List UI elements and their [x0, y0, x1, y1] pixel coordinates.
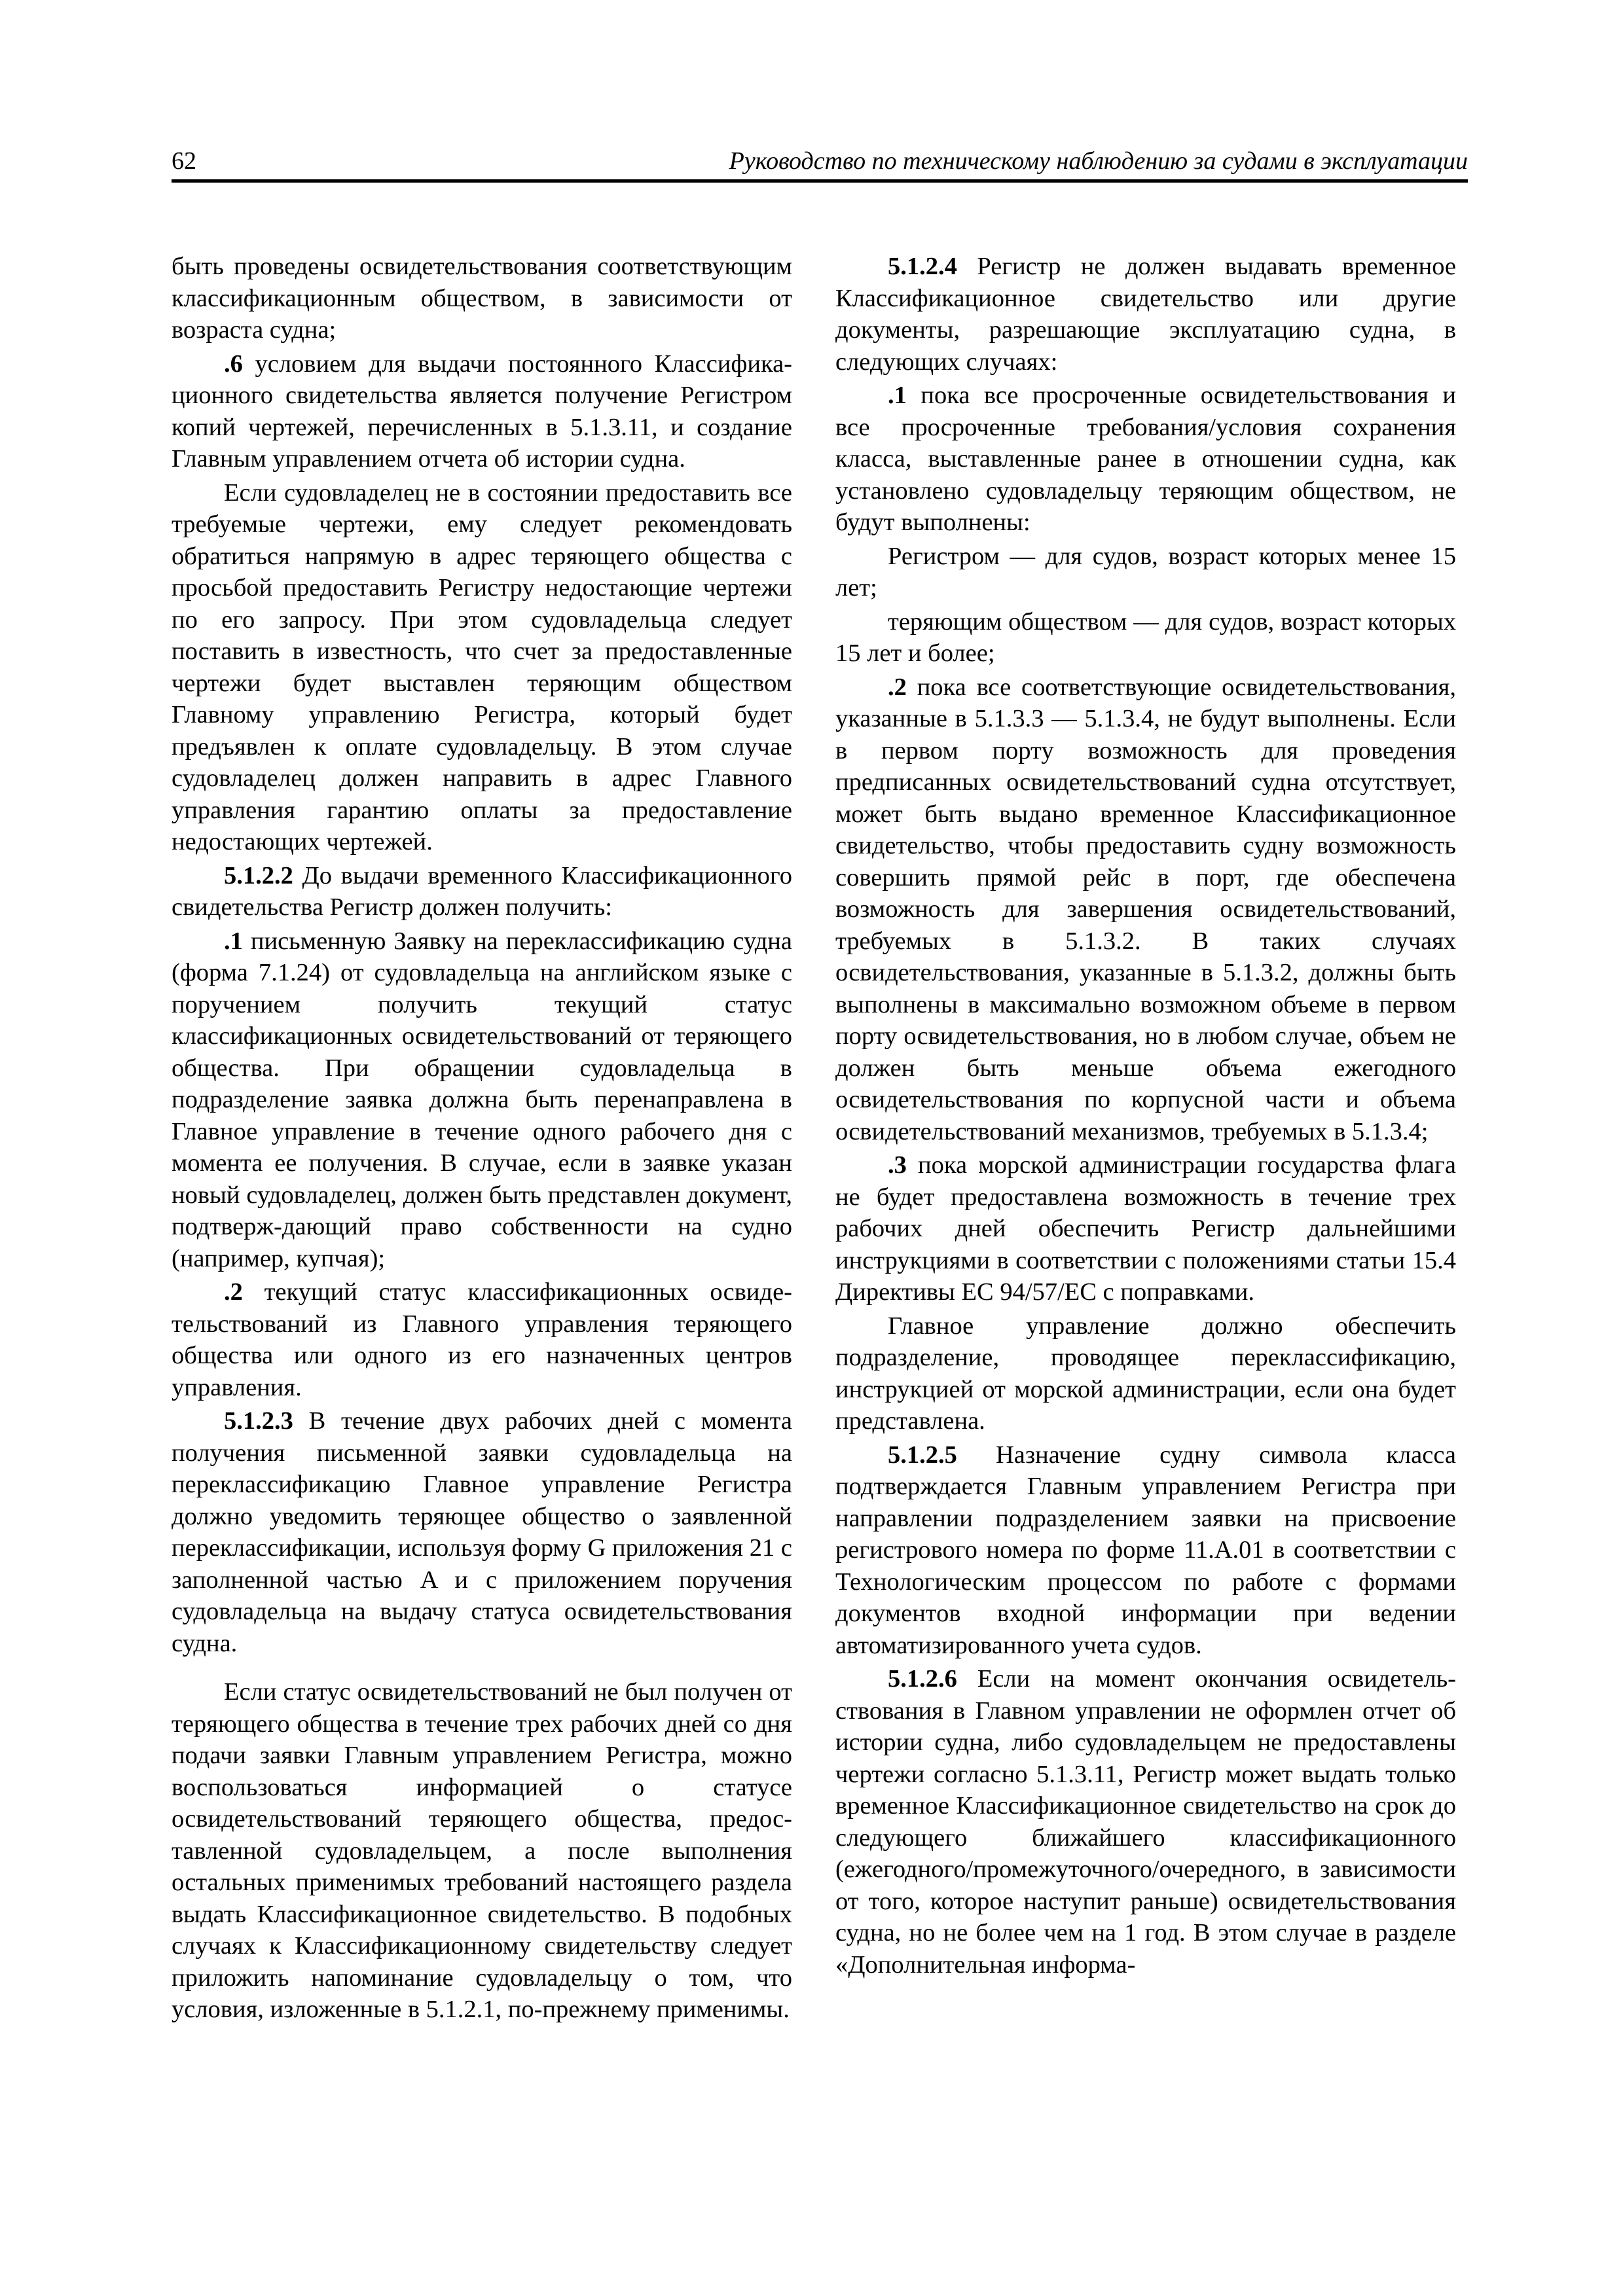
paragraph-text: В течение двух рабочих дней с момента получения письменной заявки судовладельца на переклассификацию Главное управление Регистра должно уведомить теряющее общество о заявленной переклассификации, используя форму G приложения 21 с заполненной частью A и с приложением поручения судовладельца на выдачу статуса освидетельствования судна.: [172, 1407, 792, 1657]
paragraph-text: Если на момент окончания освидетельствования в Главном управлении не оформлен отчет об истории судна, либо судовладельцем не предоставлены чертежи согласно 5.1.3.11, Регистр может выдать только временное Классификационное свидетельство на срок до следующего ближайшего классификационного (ежегодного/промежуточного/очередного, в зависимости от того, которое наступит раньше) освидетельствования судна, но не более чем на 1 год. В этом случае в разделе «Дополнительная информа-: [835, 1665, 1456, 1979]
paragraph: [172, 860, 792, 924]
paragraph: [835, 541, 1456, 604]
paragraph: [172, 1676, 792, 2026]
paragraph-text: Главное управление должно обеспечить подразделение, проводящее переклассификацию, инструкцией от морской администрации, если она будет представлена.: [835, 1312, 1456, 1435]
item-number: .1: [224, 927, 243, 955]
paragraph: [172, 925, 792, 1275]
page-header: [172, 144, 1468, 183]
paragraph-text: теряющим обществом — для судов, возраст которых 15 лет и более;: [835, 607, 1456, 667]
paragraph-text: До выдачи временного Классификационного свидетельства Регистр должен получить:: [172, 861, 792, 921]
paragraph-text: Регистром — для судов, возраст которых менее 15 лет;: [835, 542, 1456, 601]
paragraph: [835, 606, 1456, 670]
paragraph-text: текущий статус классификационных освидетельствований из Главного управления теряющего общества или одного из его назначенных центров управления.: [172, 1278, 792, 1401]
item-number: .6: [224, 350, 243, 378]
paragraph-text: пока все просроченные освидетельствования и все просроченные требования/условия сохранения класса, выставленные ранее в отношении судна, как установлено судовладельцу теряющим обществом, не будут выполнены:: [835, 382, 1456, 536]
paragraph: [835, 1310, 1456, 1437]
paragraph: [835, 1149, 1456, 1308]
paragraph: [835, 1439, 1456, 1662]
paragraph-text: Если статус освидетельствований не был получен от теряющего общества в течение трех рабочих дней со дня подачи заявки Главным управлением Регистра, можно воспользоваться информацией о статусе освидетельствований теряющего общества, предоставленной судовладельцем, а после выполнения остальных применимых требований настоящего раздела выдать Классификационное свидетельство. В подобных случаях к Классификационному свидетельству следует приложить напоминание судовладельцу о том, что условия, изложенные в 5.1.2.1, по-прежнему применимы.: [172, 1678, 792, 2023]
paragraph: [835, 251, 1456, 378]
item-number: .1: [888, 382, 907, 409]
paragraph-text: пока все соответствующие освидетельствования, указанные в 5.1.3.3 — 5.1.3.4, не будут выполнены. Если в первом порту возможность для проведения предписанных освидетельствований судна отсутствует, может быть выдано временное Классификационное свидетельство, чтобы предоставить судну возможность совершить прямой рейс в порт, где обеспечена возможность для завершения освидетельствований, требуемых в 5.1.3.2. В таких случаях освидетельствования, указанные в 5.1.3.2, должны быть выполнены в максимально возможном объеме в первом порту освидетельствования, но в любом случае, объем не должен быть меньше объема ежегодного освидетельствования по корпусной части и объема освидетельствований механизмов, требуемых в 5.1.3.4;: [835, 673, 1456, 1145]
paragraph-text: быть проведены освидетельствования соответствующим классификационным обществом, в зависимости от возраста судна;: [172, 253, 792, 344]
running-title: Руководство по техническому наблюдению за судами в эксплуатации: [729, 147, 1468, 175]
page-number: 62: [172, 147, 196, 175]
paragraph: [835, 380, 1456, 539]
left-column: [172, 251, 792, 2028]
item-number: .2: [224, 1278, 243, 1306]
section-number: 5.1.2.2: [224, 861, 293, 889]
paragraph: [835, 672, 1456, 1148]
paragraph: [172, 348, 792, 475]
paragraph: [835, 1663, 1456, 1981]
section-number: 5.1.2.5: [888, 1441, 957, 1469]
paragraph-text: пока морской администрации государства флага не будет предоставлена возможность в течение трех рабочих дней обеспечить Регистр дальнейшими инструкциями в соответствии с положениями статьи 15.4 Директивы ЕС 94/57/ЕС с поправками.: [835, 1151, 1456, 1306]
section-number: 5.1.2.4: [888, 253, 957, 280]
section-number: 5.1.2.6: [888, 1665, 957, 1693]
paragraph: [172, 1276, 792, 1403]
paragraph-text: Назначение судну символа класса подтверждается Главным управлением Регистра при направлении подразделением заявки на присвоение регистрового номера по форме 11.А.01 в соответствии с Технологическим процессом по работе с формами документов входной информации при ведении автоматизированного учета судов.: [835, 1441, 1456, 1659]
item-number: .2: [888, 673, 907, 701]
paragraph-text: Регистр не должен выдавать временное Классификационное свидетельство или другие документы, разрешающие эксплуатацию судна, в следующих случаях:: [835, 253, 1456, 376]
paragraph: [172, 477, 792, 858]
item-number: .3: [888, 1151, 907, 1179]
right-column: [835, 251, 1456, 1982]
paragraph-text: Если судовладелец не в состоянии предоставить все требуемые чертежи, ему следует рекомендовать обратиться напрямую в адрес теряющего общества с просьбой предоставить Регистру недостающие чертежи по его запросу. При этом судовладельца следует поставить в известность, что счет за предоставленные чертежи будет выставлен теряющим обществом Главному управлению Регистра, который будет предъявлен к оплате судовладельцу. В этом случае судовладелец должен направить в адрес Главного управления гарантию оплаты за предоставление недостающих чертежей.: [172, 478, 792, 855]
paragraph-text: условием для выдачи постоянного Классификационного свидетельства является получение Регистром копий чертежей, перечисленных в 5.1.3.11, и создание Главным управлением отчета об истории судна.: [172, 350, 792, 473]
paragraph: [172, 251, 792, 346]
paragraph-text: письменную Заявку на переклассификацию судна (форма 7.1.24) от судовладельца на английском языке с поручением получить текущий статус классификационных освидетельствований от теряющего общества. При обращении судовладельца в подразделение заявка должна быть перенаправлена в Главное управление в течение одного рабочего дня с момента ее получения. В случае, если в заявке указан новый судовладелец, должен быть представлен документ, подтверж-дающий право собственности на судно (например, купчая);: [172, 927, 792, 1272]
section-number: 5.1.2.3: [224, 1407, 293, 1435]
paragraph: [172, 1405, 792, 1659]
